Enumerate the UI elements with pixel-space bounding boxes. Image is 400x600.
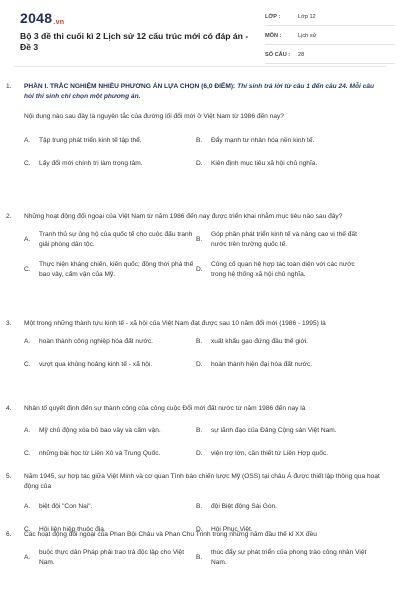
option-letter: C. — [24, 160, 31, 167]
option-text: Hội Phục Việt. — [211, 526, 253, 533]
option-text: xuất khẩu gạo đứng đầu thế giới. — [211, 338, 309, 345]
answer-options — [24, 426, 384, 460]
option-letter: A. — [24, 338, 31, 345]
option-text: biệt đội "Con Nai". — [39, 503, 93, 510]
option-letter: B. — [196, 338, 203, 345]
option-text: Đẩy mạnh tư nhân hóa nền kinh tế. — [211, 137, 315, 144]
option-text: Tập trung phát triển kinh tế tập thể. — [39, 137, 142, 144]
question-text: Nội dung nào sau đây là nguyên tắc của đường lối đổi mới ở Việt Nam từ 1986 đến nay? — [24, 113, 284, 120]
option-text: buộc thực dân Pháp phải trao trả độc lập cho Việt Nam. — [39, 549, 185, 566]
option-text: những bài học từ Liên Xô và Trung Quốc. — [39, 450, 161, 457]
option-letter: D. — [196, 266, 203, 273]
part-title: PHẦN I. TRẮC NGHIỆM NHIỀU PHƯƠNG ÁN LỰA CHỌN (6,0 ĐIỂM): — [24, 83, 236, 90]
part-heading — [24, 82, 384, 102]
option-letter: A. — [24, 236, 31, 243]
option-letter: C. — [24, 266, 31, 273]
option-text: Hội liên hiệp thuộc địa. — [39, 526, 106, 533]
question-4 — [6, 404, 384, 460]
option-letter: A. — [24, 427, 31, 434]
part-instructions: Thí sinh trả lời từ câu 1 đến câu 24. Mỗi câu hỏi thí sinh chỉ chọn một phương án. — [24, 83, 375, 100]
option-letter: D. — [196, 361, 203, 368]
option-letter: C. — [24, 361, 31, 368]
option-letter: A. — [24, 554, 31, 561]
question-3 — [6, 319, 384, 371]
document-header — [14, 0, 386, 67]
option-letter: A. — [24, 137, 31, 144]
question-1 — [6, 82, 384, 170]
option-text: Góp phần phát triển kinh tế và nâng cao vị thế đất nước trên trường quốc tế. — [211, 231, 357, 248]
option-letter: B. — [196, 236, 203, 243]
meta-row-subject — [265, 28, 395, 45]
option-text: hoàn thành công nghiệp hóa đất nước. — [39, 338, 153, 345]
option-text: đội Biệt động Sài Gòn. — [211, 503, 277, 510]
option-letter: B. — [196, 554, 203, 561]
answer-options — [24, 230, 384, 286]
question-text: Nhân tố quyết định đến sự thành công của công cuộc Đổi mới đất nước từ năm 1986 đến nay là — [24, 405, 306, 412]
option-letter: C. — [24, 450, 31, 457]
meta-value: 28 — [298, 52, 305, 58]
option-text: Tranh thủ sự ủng hộ của quốc tế cho cuộc đấu tranh giải phóng dân tộc. — [39, 231, 193, 248]
option-text: sự lãnh đạo của Đảng Cộng sản Việt Nam. — [211, 427, 337, 434]
option-letter: D. — [196, 526, 203, 533]
question-text: Những hoạt động đối ngoại của Việt Nam từ năm 1986 đến nay được triển khai nhằm mục tiêu nào sau đây? — [24, 213, 343, 220]
meta-label: SỐ CÂU : — [265, 52, 291, 58]
question-text: Một trong những thành tựu kinh tế - xã hội của Việt Nam đạt được sau 10 năm đổi mới (1986 - 1995) là — [24, 320, 326, 327]
option-letter: D. — [196, 160, 203, 167]
meta-value: Lớp 12 — [298, 14, 316, 20]
question-number: 6. — [6, 531, 12, 538]
question-number: 5. — [6, 473, 12, 480]
option-text: Kiên định mục tiêu xã hội chủ nghĩa. — [211, 160, 318, 167]
option-letter: A. — [24, 503, 31, 510]
question-text: Năm 1945, sự hợp tác giữa Việt Minh và cơ quan Tình báo chiến lược Mỹ (OSS) tại châu Á được thiết lập thông qua hoạt động của — [24, 473, 380, 490]
option-text: hoàn thành hiện đại hóa đất nước. — [211, 361, 313, 368]
question-6 — [6, 530, 384, 578]
option-text: Lấy đổi mới chính trị làm trọng tâm. — [39, 160, 143, 167]
document-title: Bộ 3 đề thi cuối kì 2 Lịch sử 12 cấu trúc mới có đáp án - Đề 3 — [20, 31, 249, 52]
document-meta — [265, 9, 395, 64]
option-text: Củng cố quan hệ hợp tác toàn diện với các nước trong hệ thống xã hội chủ nghĩa. — [211, 261, 355, 278]
answer-options — [24, 136, 384, 170]
meta-row-class — [265, 9, 395, 26]
question-number: 2. — [6, 213, 12, 220]
option-letter: D. — [196, 450, 203, 457]
answer-options — [24, 548, 384, 578]
option-letter: B. — [196, 137, 203, 144]
meta-label: LỚP : — [265, 14, 281, 20]
option-letter: B. — [196, 427, 203, 434]
meta-label: MÔN : — [265, 33, 282, 39]
logo-suffix: .vn — [53, 19, 65, 26]
option-text: vượt qua khủng hoảng kinh tế - xã hội. — [39, 361, 153, 368]
logo-text: 2048 — [20, 10, 53, 26]
meta-row-count — [265, 47, 395, 64]
option-letter: C. — [24, 526, 31, 533]
answer-options — [24, 337, 384, 371]
option-text: thúc đẩy sự phát triển của phong trào công nhân Việt Nam. — [211, 549, 367, 566]
question-number: 1. — [6, 83, 12, 90]
option-letter: B. — [196, 503, 203, 510]
meta-value: Lịch sử — [298, 33, 317, 39]
question-number: 3. — [6, 320, 12, 327]
question-5 — [6, 472, 384, 536]
option-text: viện trợ lớn, cần thiết từ Liên Hợp quốc. — [211, 450, 329, 457]
question-text: Các hoạt động đối ngoại của Phan Bội Châu và Phan Chu Trinh trong những năm đầu thế kỉ XX đều — [24, 531, 317, 538]
question-number: 4. — [6, 405, 12, 412]
option-text: Mỹ chủ động xóa bỏ bao vây và cấm vận. — [39, 427, 161, 434]
site-logo[interactable] — [20, 10, 64, 26]
option-text: Thực hiện kháng chiến, kiến quốc; đồng thời phá thế bao vây, cấm vận của Mỹ. — [39, 261, 194, 278]
question-2 — [6, 212, 384, 286]
